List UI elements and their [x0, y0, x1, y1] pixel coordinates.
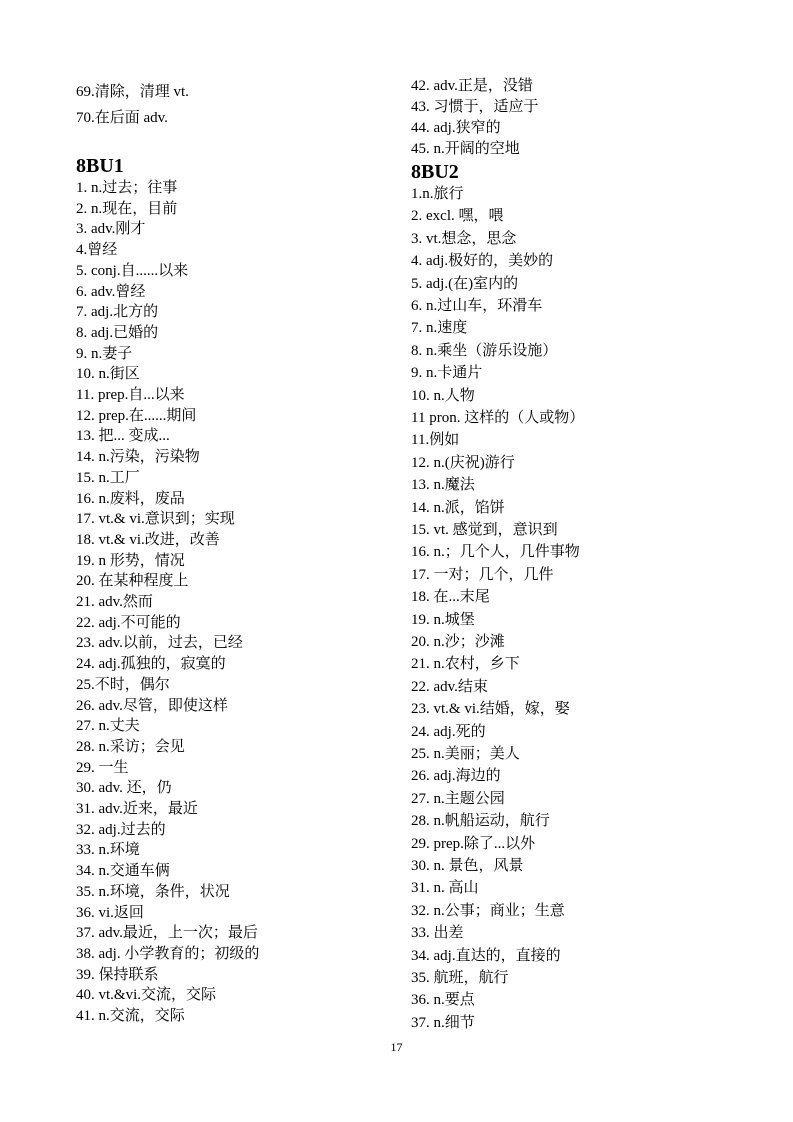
list-item: 1.n.旅行	[411, 186, 464, 202]
list-item: 28. n.帆船运动，航行	[411, 813, 550, 830]
list-item: 25.不时，偶尔	[76, 676, 170, 693]
list-item: 37. n.细节	[411, 1014, 475, 1031]
list-item: 13. 把... 变成...	[76, 428, 170, 445]
list-item: 4. adj.极好的，美妙的	[411, 253, 554, 270]
list-item: 39. 保持联系	[76, 966, 159, 983]
list-item: 22. adv.结束	[411, 678, 488, 695]
list-item: 23. adv.以前，过去，已经	[76, 635, 243, 652]
list-item: 38. adj. 小学教育的；初级的	[76, 945, 260, 962]
list-item: 34. adj.直达的，直接的	[411, 947, 561, 964]
list-item: 69.清除，清理 vt.	[76, 84, 189, 100]
page-number: 17	[390, 1040, 403, 1054]
list-item: 20. 在某种程度上	[76, 573, 189, 590]
section-heading-8bu1: 8BU1	[76, 155, 124, 177]
list-item: 33. n.环境	[76, 842, 140, 859]
list-item: 25. n.美丽；美人	[411, 746, 520, 762]
list-item: 7. n.速度	[411, 320, 468, 337]
list-item: 44. adj.狭窄的	[411, 120, 501, 136]
list-item: 27. n.丈夫	[76, 718, 140, 735]
list-item: 24. adj.死的	[411, 723, 486, 740]
list-item: 19. n 形势，情况	[76, 552, 185, 569]
list-item: 20. n.沙；沙滩	[411, 634, 505, 650]
list-item: 18. vt.& vi.改进，改善	[76, 531, 220, 548]
list-item: 28. n.采访；会见	[76, 738, 185, 755]
list-item: 10. n.街区	[76, 366, 140, 383]
list-item: 31. adv.近来，最近	[76, 801, 198, 817]
list-item: 14. n.派，馅饼	[411, 499, 505, 516]
list-item: 11 pron. 这样的（人或物）	[411, 410, 585, 426]
list-item: 13. n.魔法	[411, 477, 475, 494]
list-item: 32. adj.过去的	[76, 821, 166, 838]
list-item: 29. 一生	[76, 759, 129, 776]
list-item: 9. n.卡通片	[411, 365, 483, 382]
list-item: 15. vt. 感觉到，意识到	[411, 522, 558, 538]
list-item: 45. n.开阔的空地	[411, 141, 520, 157]
list-item: 18. 在...末尾	[411, 589, 490, 606]
list-item: 21. n.农村，乡下	[411, 656, 520, 673]
list-item: 16. n.；几个人，几件事物	[411, 544, 580, 561]
list-item: 36. n.要点	[411, 992, 475, 1009]
section-heading-8bu2: 8BU2	[411, 161, 459, 183]
list-item: 30. n. 景色，风景	[411, 858, 524, 874]
list-item: 43. 习惯于，适应于	[411, 99, 539, 115]
list-item: 1. n.过去；往事	[76, 180, 178, 196]
list-item: 29. prep.除了...以外	[411, 835, 536, 852]
list-item: 24. adj.孤独的，寂寞的	[76, 656, 226, 673]
list-item: 40. vt.&vi.交流，交际	[76, 987, 217, 1004]
list-item: 22. adj.不可能的	[76, 614, 181, 631]
list-item: 21. adv.然而	[76, 594, 153, 610]
list-item: 9. n.妻子	[76, 345, 133, 362]
list-item: 7. adj.北方的	[76, 304, 159, 321]
list-item: 11. prep.自...以来	[76, 387, 185, 403]
list-item: 31. n. 高山	[411, 880, 479, 897]
list-item: 3. vt.想念，思念	[411, 230, 517, 247]
list-item: 70.在后面 adv.	[76, 110, 168, 126]
list-item: 35. n.环境，条件，状况	[76, 883, 230, 900]
list-item: 17. vt.& vi.意识到；实现	[76, 511, 235, 528]
list-item: 16. n.废料，废品	[76, 490, 185, 507]
list-item: 30. adv. 还，仍	[76, 780, 172, 797]
list-item: 26. adj.海边的	[411, 768, 501, 785]
list-item: 6. adv.曾经	[76, 283, 146, 300]
list-item: 27. n.主题公园	[411, 790, 505, 807]
list-item: 12. n.(庆祝)游行	[411, 454, 515, 471]
list-item: 5. adj.(在)室内的	[411, 275, 519, 292]
list-item: 11.例如	[411, 432, 460, 449]
list-item: 42. adv.正是，没错	[411, 78, 533, 94]
list-item: 10. n.人物	[411, 387, 475, 404]
list-item: 2. n.现在，目前	[76, 200, 178, 217]
list-item: 4.曾经	[76, 242, 118, 259]
list-item: 8. n.乘坐（游乐设施）	[411, 342, 558, 359]
list-item: 14. n.污染，污染物	[76, 449, 200, 466]
list-item: 37. adv.最近，上一次；最后	[76, 925, 258, 942]
list-item: 33. 出差	[411, 925, 464, 942]
list-item: 23. vt.& vi.结婚，嫁，娶	[411, 701, 570, 718]
list-item: 15. n.工厂	[76, 469, 140, 486]
list-item: 41. n.交流，交际	[76, 1008, 185, 1024]
list-item: 5. conj.自......以来	[76, 262, 189, 279]
list-item: 2. excl. 嘿，喂	[411, 208, 504, 225]
list-item: 32. n.公事；商业；生意	[411, 902, 565, 919]
list-item: 12. prep.在......期间	[76, 407, 197, 424]
list-item: 26. adv.尽管，即使这样	[76, 697, 228, 714]
list-item: 36. vi.返回	[76, 904, 144, 921]
list-item: 34. n.交通车俩	[76, 863, 170, 880]
list-item: 3. adv.刚才	[76, 221, 146, 238]
list-item: 6. n.过山车，环滑车	[411, 298, 543, 314]
list-item: 17. 一对；几个，几件	[411, 566, 554, 583]
list-item: 19. n.城堡	[411, 611, 475, 628]
list-item: 35. 航班，航行	[411, 970, 509, 986]
list-item: 8. adj.已婚的	[76, 324, 159, 341]
